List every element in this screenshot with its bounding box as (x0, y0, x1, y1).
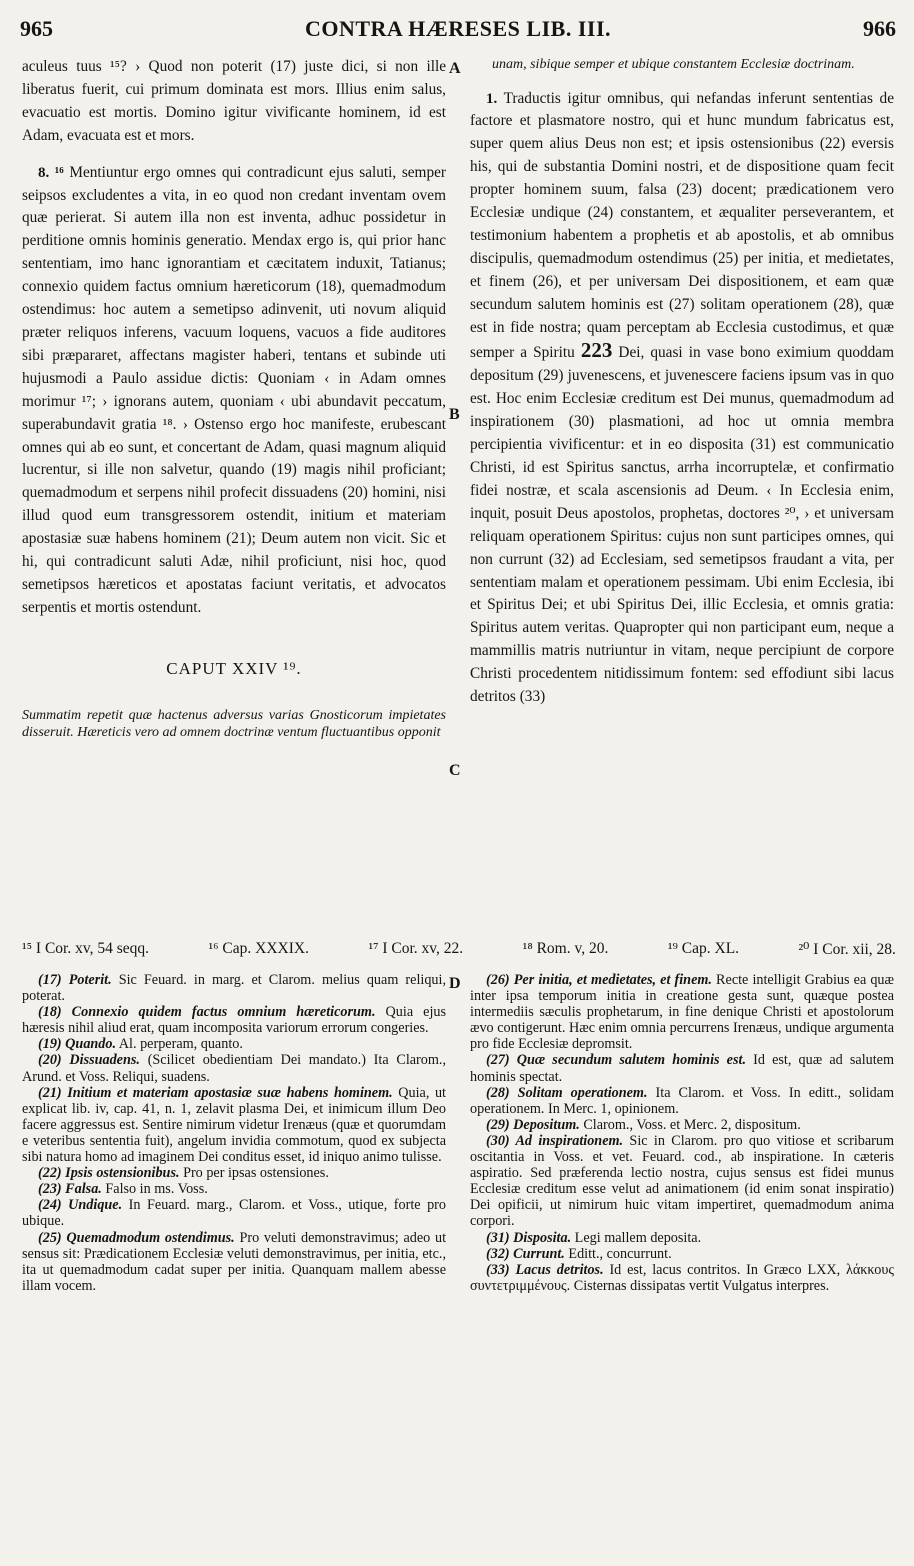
left-text-column (22, 56, 446, 742)
note-label: (30) Ad inspirationem. (486, 1132, 624, 1149)
note-text: Pro per ipsas ostensiones. (179, 1165, 329, 1182)
page-number-right: 966 (863, 16, 896, 41)
note-label: (23) Falsa. (38, 1181, 102, 1198)
note-text: In Feuard. marg., Clarom. et Voss., utique, forte pro ubique. (22, 1197, 446, 1230)
footnote-ref: ¹⁶ Cap. XXXIX. (208, 940, 309, 957)
paragraph-text-continued: Dei, quasi in vase bono eximium quoddam depositum (29) juvenescens, et juvenescere faciens ipsum vas in quo est. Hoc enim Ecclesiæ creditum est Dei munus, quemadmodum ad inspirationem (30) plasmationi, ad hoc ut omnia membra percipientia vivificentur: et in eo disposita (31) est communicatio Christi, id est Spiritus sanctus, arrha incorruptelæ, et confirmatio fidei nostræ, et scala ascensionis ad Deum. ‹ In Ecclesia enim, inquit, posuit Deus apostolos, prophetas, doctores ²⁰, › et universam reliquam operationem Spiritus: cujus non sunt participes omnes, qui non currunt (32) ad Ecclesiam, sed semetipsos fraudant a vita, per sententiam malam et operationem pessimam. Ubi enim Ecclesia, ibi et Spiritus Dei; et ubi Spiritus Dei, illic Ecclesia, et omnis gratia: Spiritus autem veritas. Quapropter qui non participant eum, neque a mammillis matris nutriuntur in vitam, neque percipiunt de corpore Christi procedentem nitidissimum fontem: sed effodiunt sibi lacus detritos (33) (470, 344, 894, 706)
paragraph-8 (22, 162, 446, 620)
note-label: (19) Quando. (38, 1036, 117, 1053)
page-number-left: 965 (20, 16, 53, 41)
note-text: Al. perperam, quanto. (116, 1036, 243, 1053)
note-text: Editt., concurrunt. (564, 1245, 672, 1262)
footnote-ref: ¹⁹ Cap. XL. (667, 940, 740, 957)
note (22, 1230, 446, 1294)
note (470, 1133, 894, 1230)
note (470, 1230, 894, 1246)
note-label: (24) Undique. (38, 1197, 123, 1214)
note (22, 1181, 446, 1197)
note (470, 1262, 894, 1294)
paragraph-1 (470, 88, 894, 709)
paragraph-number: 1. (486, 90, 498, 107)
note-label: (29) Depositum. (486, 1116, 580, 1133)
note-label: (20) Dissuadens. (38, 1052, 140, 1069)
note (470, 972, 894, 1052)
chapter-summary: Summatim repetit quæ hactenus adversus varias Gnosticorum impietates disseruit. Hæreticis vero ad omnem doctrinæ ventum fluctuantibus opponit (22, 707, 446, 741)
margin-letter-a: A (449, 60, 461, 77)
note-text: Id est, lacus contritos. In Græco LXX, λάκκους συντετριμμένους. Cisternas dissipatas vertit Vulgatus interpres. (470, 1261, 894, 1294)
note-label: (33) Lacus detritos. (486, 1261, 604, 1278)
notes-left-column (22, 972, 446, 1294)
note-label: (21) Initium et materiam apostasiæ suæ habens hominem. (38, 1084, 393, 1101)
note (22, 1036, 446, 1052)
margin-letter-b: B (449, 406, 460, 423)
original-page-marker: 223 (580, 338, 613, 363)
paragraph-number: 8. ¹⁶ (38, 164, 64, 181)
footnote-ref: ¹⁷ I Cor. xv, 22. (368, 940, 464, 957)
running-title: CONTRA HÆRESES LIB. III. (304, 16, 612, 41)
note-label: (28) Solitam operationem. (486, 1084, 648, 1101)
note (22, 1052, 446, 1084)
note-label: (22) Ipsis ostensionibus. (38, 1165, 180, 1182)
margin-letter-d: D (449, 975, 461, 992)
note-label: (26) Per initia, et medietates, et finem. (486, 972, 712, 988)
note-text: Falso in ms. Voss. (101, 1181, 208, 1198)
note-text: Quia ejus hæresis nihil aliud erat, quam incomposita variorum errorum congeries. (22, 1004, 446, 1037)
note-text: Ita Clarom. et Voss. In editt., solidam operationem. In Merc. 1, opinionem. (470, 1084, 895, 1117)
note-text: (Scilicet obedientiam Dei mandato.) Ita Clarom., Arund. et Voss. Reliqui, suadens. (22, 1052, 447, 1085)
right-text-column (470, 56, 894, 709)
paragraph-text: Traductis igitur omnibus, qui nefandas inferunt sententias de factore et plasmatore nostro, qui et hunc mundum fabricatus est, super quem alius Deus non est; et ipsis ostensionibus (22) eversis his, qui de substantia Domini nostri, et de dispositione quam fecit propter hominem suum, falsa (23) docent; prædicationem vero Ecclesiæ undique (24) constantem, et æqualiter perseverantem, et testimonium habentem a prophetis et ab apostolis, et ab omnibus discipulis, quemadmodum ostendimus (25) per initia, et medietates, et finem (26), et per universam Dei dispositionem, et eam quæ secundum salutem hominis est (27) solitam operationem (28), quæ est in fide nostra; quam perceptam ab Ecclesia custodimus, et quæ semper a Spiritu (470, 89, 894, 362)
scripture-references (22, 940, 896, 959)
paragraph: aculeus tuus ¹⁵? › Quod non poterit (17) juste dici, si non ille liberatus fuerit, cui primum dominata est mors. Illius enim salus, evacuatio est mortis. Domino igitur vivificante hominem, id est Adam, evacuata est et mors. (22, 58, 446, 144)
notes-right-column (470, 972, 894, 1294)
note-text: Sic in Clarom. pro quo vitiose et scribarum oscitantia in Voss. et vet. Feuard. cod., ab inspiratione. In cæteris aspiratio. Sed præferenda lectio nostra, cujus sensus est fidei munus Ecclesiæ creditum esse velut ad animationem (id enim sonat inspiratio) Dei opificii, ut nimirum huic vitam impertiret, quemadmodum anima corpori. (470, 1132, 895, 1230)
margin-letter-c: C (449, 762, 461, 779)
note-text: Recte intelligit Grabius ea quæ inter ipsa temporum initia in creatione gesta sunt, quæque postea intermediis sæculis prophetarum, in fine denique Christi et apostolorum ævo contigerunt. Hæc enim omnia percurrens Irenæus, undique argumenta pro fide Ecclesiæ depromsit. (470, 972, 894, 1053)
note-label: (25) Quemadmodum ostendimus. (38, 1229, 235, 1246)
note-text: Sic Feuard. in marg. et Clarom. melius quam reliqui, poterat. (22, 972, 446, 1005)
note-label: (32) Currunt. (486, 1245, 565, 1262)
note (470, 1085, 894, 1117)
note-label: (18) Connexio quidem factus omnium hæreticorum. (38, 1004, 376, 1021)
note-label: (31) Disposita. (486, 1229, 572, 1246)
note (22, 972, 446, 1004)
note-text: Id est, quæ ad salutem hominis spectat. (470, 1052, 895, 1085)
note-label: (27) Quæ secundum salutem hominis est. (486, 1052, 746, 1069)
note-text: Pro veluti demonstravimus; adeo ut sensus sit: Prædicationem Ecclesiæ veluti demonstravimus, per initia, etc., ita ut quemadmodum cadat super per initia. Quanquam mallem abesse illam vocem. (22, 1229, 447, 1294)
note (22, 1197, 446, 1229)
note (22, 1165, 446, 1181)
footnote-ref: ¹⁸ Rom. v, 20. (522, 940, 609, 957)
note (470, 1052, 894, 1084)
note-text: Legi mallem deposita. (571, 1229, 702, 1246)
footnote-ref: ¹⁵ I Cor. xv, 54 seqq. (22, 940, 150, 957)
chapter-summary-continued: unam, sibique semper et ubique constantem Ecclesiæ doctrinam. (492, 57, 855, 72)
chapter-heading: CAPUT XXIV ¹⁹. (166, 658, 302, 678)
note-text: Clarom., Voss. et Merc. 2, dispositum. (579, 1116, 801, 1133)
footnote-ref: ²⁰ I Cor. xii, 28. (798, 941, 896, 958)
note (470, 1117, 894, 1133)
note-text: Quia, ut explicat lib. iv, cap. 41, n. 1, zelavit plasma Dei, et inimicum illum Deo facere aggressus est. Sentire nimirum videtur Irenæus (quæ et quorumdam e veteribus sententia fuit), angelum invidia commotum, quod ex subjecta sibi natura homo ad imaginem Dei conditus esset, id iniquo animo tulisse. (22, 1084, 446, 1166)
note (22, 1004, 446, 1036)
note (22, 1085, 446, 1165)
page-header (20, 16, 896, 46)
paragraph-text: Mentiuntur ergo omnes qui contradicunt ejus saluti, semper seipsos excludentes a vita, in eo quod non credant inventam ovem quæ perierat. Si autem illa non est inventa, adhuc possidetur in perditione omnis hominis generatio. Mendax ergo is, qui prior hanc sententiam, imo hanc ignorantiam et cæcitatem induxit, Tatianus; connexio quidem factus omnium hæreticorum (18), quemadmodum ostendimus: hoc autem a semetipso adinvenit, uti novum aliquid præter reliquos inferens, vacuum loquens, vacuos a fide auditores sibi præpararet, affectans magister haberi, tentans et subinde uti hujusmodi a Paulo assidue dictis: Quoniam ‹ in Adam omnes morimur ¹⁷; › ignorans autem, quoniam ‹ ubi abundavit peccatum, superabundavit gratia ¹⁸. › Ostenso ergo hoc manifeste, erubescant omnes qui ab eo sunt, et concertant de Adam, quasi magnum aliquid lucrentur, si ille non salvetur, quando (19) magis nihil proficiant; quemadmodum et serpens nihil profecit dissuadens (20) homini, nisi illud quod eum transgressorem ostendit, initium et materiam apostasiæ suæ habens hominem (21); Deum autem non vicit. Sic et hi, qui contradicunt saluti Adæ, nihil proficiunt, nisi hoc, quod semetipsos hæreticos et apostatas faciunt veritatis, et advocatos serpentis et mortis ostendunt. (22, 163, 446, 616)
note (470, 1246, 894, 1262)
note-label: (17) Poterit. (38, 972, 112, 988)
